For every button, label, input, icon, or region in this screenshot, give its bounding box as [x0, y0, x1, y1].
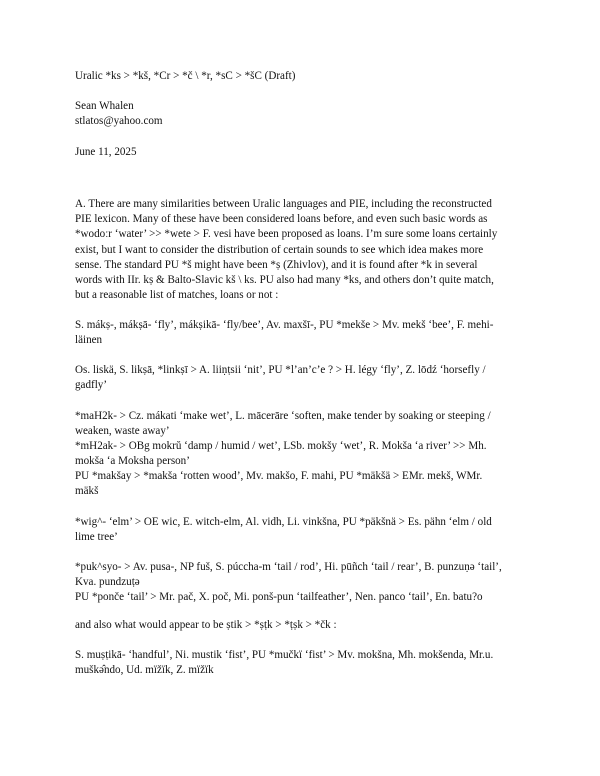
entry-line: PU *ponče ‘tail’ > Mr. pač, X. poč, Mi. ponš-pun ‘tailfeather’, Nen. panco ‘tail’, En. batu?o — [75, 591, 483, 603]
entry-line: lime tree’ — [75, 531, 118, 543]
entry-line: *puk^syo- > Av. pusa-, NP fuš, S. púccha-m ‘tail / rod’, Hi. pūñch ‘tail / rear’, B. punzuṇə ‘tail’, — [75, 561, 502, 573]
document-title: Uralic *ks > *kš, *Cr > *č \ *r, *sC > *šC (Draft) — [75, 70, 296, 82]
intro-line: exist, but I want to consider the distribution of certain sounds to see which idea makes more — [75, 244, 484, 256]
entry-line: *wig^- ‘elm’ > OE wic, E. witch-elm, Al. vidh, Li. vinkšna, PU *päkšnä > Es. pähn ‘elm / old — [75, 516, 492, 528]
intro-line: PIE lexicon. Many of these have been considered loans before, and even such basic words as — [75, 213, 488, 225]
entry-line: S. muṣṭikā- ‘handful’, Ni. mustik ‘fist’, PU *mučkï ‘fist’ > Mv. mokšna, Mh. mokšenda, Mr.u. — [75, 649, 494, 661]
entry-line: gadfly’ — [75, 379, 108, 391]
entry-line: läinen — [75, 334, 103, 346]
entry-line: mokša ‘a Moksha person’ — [75, 455, 190, 467]
document-date: June 11, 2025 — [75, 146, 137, 158]
entry-line: Os. liskä, S. likṣā, *linkṣī > A. liiṇṭsii ‘nit’, PU *l’an’c’e ? > H. légy ‘fly’, Z. lōdź ‘horsefly / — [75, 364, 486, 376]
transition-line: and also what would appear to be ṣtik > *ṣṭk > *ṭṣk > *čk : — [75, 619, 337, 631]
entry-line: *mH2ak- > OBg mokrŭ ‘damp / humid / wet’, LSb. mokšy ‘wet’, R. Mokša ‘a river’ >> Mh. — [75, 440, 487, 452]
intro-line: sense. The standard PU *š might have been *ṣ (Zhivlov), and it is found after *k in several — [75, 259, 478, 271]
intro-line: but a reasonable list of matches, loans or not : — [75, 289, 279, 301]
entry-line: muškə̂ndo, Ud. mïžïk, Z. mïžïk — [75, 664, 214, 676]
entry-line: mäkš — [75, 485, 99, 497]
author-name: Sean Whalen — [75, 100, 134, 112]
entry-line: weaken, waste away’ — [75, 425, 170, 437]
entry-line: *maH2k- > Cz. mákati ‘make wet’, L. mācerāre ‘soften, make tender by soaking or steeping / — [75, 410, 491, 422]
entry-line: PU *makšay > *makša ‘rotten wood’, Mv. makšo, F. mahi, PU *mäkšä > EMr. mekš, WMr. — [75, 470, 483, 482]
entry-line: Kva. pundzuṭə — [75, 576, 140, 588]
author-email: stlatos@yahoo.com — [75, 115, 163, 127]
intro-line: words with IIr. kṣ & Balto-Slavic kš \ ks. PU also had many *ks, and others don’t quite match, — [75, 274, 494, 286]
intro-line: *wodoːr ‘water’ >> *wete > F. vesi have been proposed as loans. I’m sure some loans certainly — [75, 228, 498, 240]
entry-line: S. mákṣ-, mákṣā- ‘fly’, mákṣikā- ‘fly/bee’, Av. maxšī-, PU *mekše > Mv. mekš ‘bee’, F. mehi- — [75, 319, 494, 331]
intro-line: A. There are many similarities between Uralic languages and PIE, including the reconstructed — [75, 198, 492, 210]
